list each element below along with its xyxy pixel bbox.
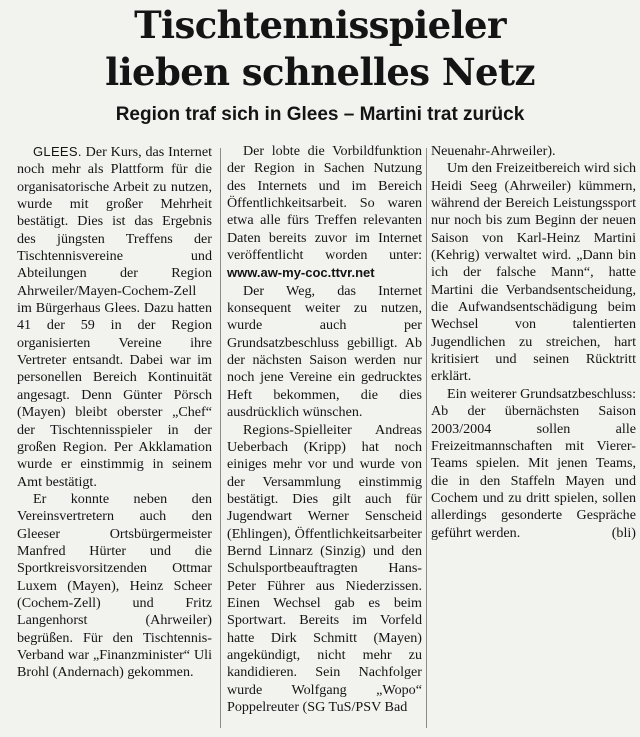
- subheadline: Region traf sich in Glees – Martini trat zurück: [115, 104, 525, 125]
- headline-line-1: Tischtennisspieler: [134, 3, 506, 47]
- column-3: [431, 143, 636, 542]
- paragraph-7-text: Ein weiterer Grundsatzbeschluss: Ab der übernächsten Saison 2003/2004 sollen alle Freizeitmannschaften mit Vierer-Teams spielen. Mit jenen Teams, die in den Staffeln Mayen und Cochem und zu dritt spielen, sollen allerdings gesonderte Gespräche geführt werden.: [431, 385, 636, 541]
- paragraph-1-text: Der Kurs, das Internet noch mehr als Plattform für die organisatorische Arbeit zu nutzen, wurde mit großer Mehrheit bestätigt. Dies ist das Ergebnis des jüngsten Treffens der Tischtennisvereine und Abteilungen der Region Ahrweiler/Mayen-Cochem-Zell im Bürgerhaus Glees. Dazu hatten 41 der 59 in der Region organisierten Vereine ihre Vertreter entsandt. Dabei war im personellen Bereich Kontinuität angesagt. Denn Günter Pörsch (Mayen) bleibt oberster „Chef“ der Tischtennisspieler in der großen Region. Per Akklamation wurde er einstimmig in seinem Amt bestätigt.: [17, 144, 212, 490]
- paragraph-3-text: Der lobte die Vorbildfunktion der Region in Sachen Nutzung des Internets und im Bereich Öffentlichkeitsarbeit. So waren etwa alle fürs Treffen relevanten Daten bereits zuvor im Internet veröffentlicht worden unter:: [227, 143, 422, 264]
- website-url: www.aw-my-coc.ttvr.net: [227, 265, 375, 281]
- author-initials: (bli): [611, 524, 636, 541]
- dateline: GLEES.: [33, 144, 82, 159]
- column-1: [17, 143, 212, 682]
- paragraph-5-continued: Neuenahr-Ahrweiler).: [431, 143, 556, 159]
- paragraph-5: Regions-Spielleiter Andreas Ueberbach (Kripp) hat noch einiges mehr vor und wurde von der Versammlung einstimmig bestätigt. Dies gilt auch für Jugendwart Werner Senscheid (Ehlingen), Öffentlichkeitsarbeiter Bernd Linnarz (Sinzig) und den Schulsportbeauftragten Hans-Peter Führer aus Niederzissen. Einen Wechsel gab es beim Sportwart. Bereits im Vorfeld hatte Dirk Schmitt (Mayen) angekündigt, nicht mehr zu kandidieren. Sein Nachfolger wurde Wolfgang „Wopo“ Poppelreuter (SG TuS/PSV Bad: [227, 421, 422, 715]
- paragraph-4: Der Weg, das Internet konsequent weiter zu nutzen, wurde auch per Grundsatzbeschluss gebilligt. Ab der nächsten Saison werden nur noch jene Vereine ein gedrucktes Heft bekommen, die dies ausdrücklich wünschen.: [227, 282, 422, 421]
- paragraph-intro: [17, 143, 212, 491]
- column-2: [227, 143, 422, 716]
- paragraph-2: Er konnte neben den Vereinsvertretern auch den Gleeser Ortsbürgermeister Manfred Hürter und die Sportkreisvorsitzenden Ottmar Luxem (Mayen), Heinz Scheer (Cochem-Zell) und Fritz Langenhorst (Ahrweiler) begrüßen. Für den Tischtennis-Verband war „Finanzminister“ Uli Brohl (Andernach) gekommen.: [17, 490, 212, 681]
- headline: [0, 2, 640, 96]
- paragraph-3: [227, 143, 422, 283]
- article-body: [0, 143, 640, 737]
- paragraph-7: [431, 386, 636, 542]
- paragraph-6: Um den Freizeitbereich wird sich Heidi Seeg (Ahrweiler) kümmern, während der Bereich Leistungssport nur noch bis zum Beginn der neuen Saison von Karl-Heinz Martini (Kehrig) verwaltet wird. „Dann bin ich der falsche Mann“, hatte Martini die Verbandsentscheidung, die Aufwandsentschädigung beim Wechsel von talentierten Jugendlichen zu streichen, hart kritisiert und seinen Rücktritt erklärt.: [431, 160, 636, 385]
- headline-line-2: lieben schnelles Netz: [105, 50, 535, 94]
